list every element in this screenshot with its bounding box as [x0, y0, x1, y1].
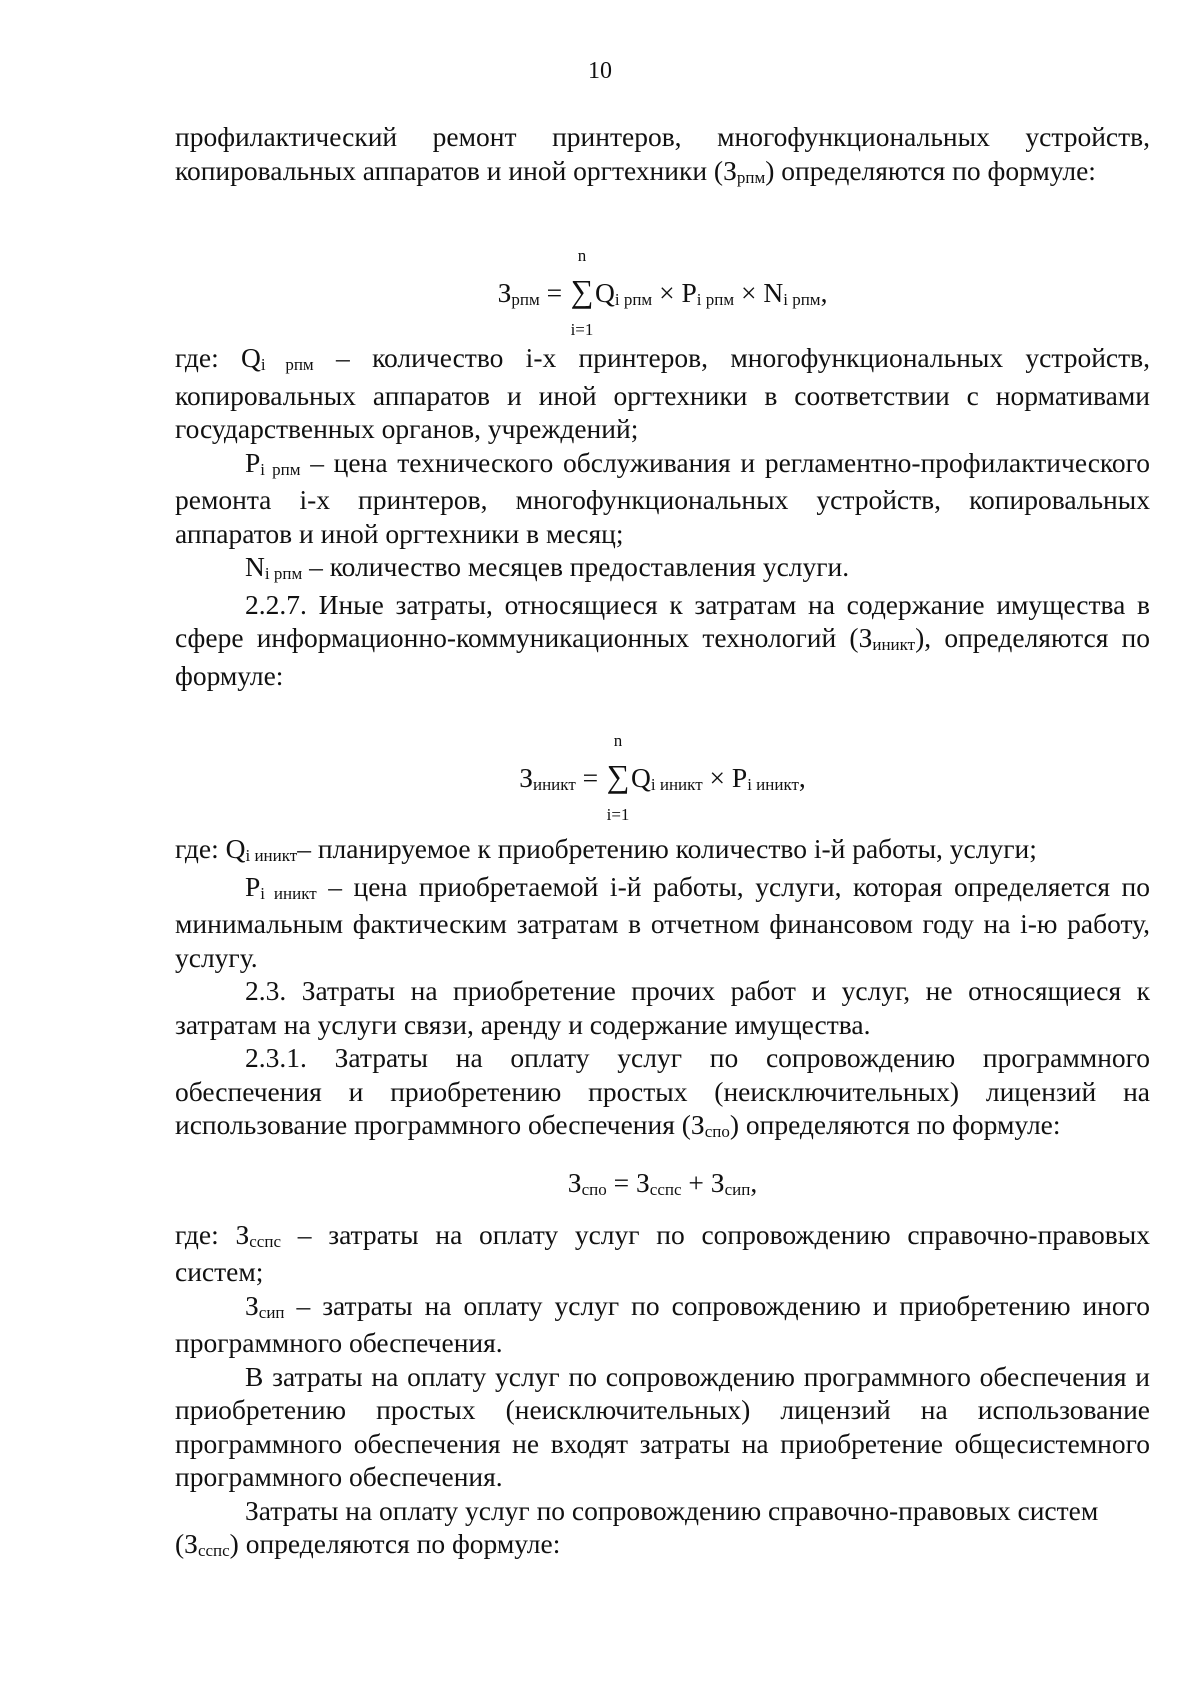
- paragraph-5: 2.2.7. Иные затраты, относящиеся к затратам на содержание имущества в сфере информационно-коммуникационных технологий (Зиникт), определяются по формуле:: [175, 588, 1150, 691]
- document-body: [175, 120, 1150, 1565]
- paragraph-14: (Зсспс) определяются по формуле:: [175, 1528, 561, 1560]
- paragraph-10: где: Зсспс – затраты на оплату услуг по сопровождению справочно-правовых систем;: [175, 1218, 1151, 1287]
- formula-inikt: Зиникт = n ∑ i=1 Qi иникт × Pi иникт,: [519, 731, 806, 824]
- paragraph-1: профилактический ремонт принтеров, многофункциональных устройств, копировальных аппаратов и иной оргтехники (Зрпм) определяются по формуле:: [175, 121, 1150, 187]
- paragraph-8: 2.3. Затраты на приобретение прочих работ и услуг, не относящиеся к затратам на услуги связи, аренду и содержание имущества.: [175, 975, 1150, 1040]
- paragraph-4: Ni рпм – количество месяцев предоставления услуги.: [245, 551, 850, 583]
- page-number: 10: [588, 58, 612, 84]
- paragraph-13: Затраты на оплату услуг по сопровождению справочно-правовых систем: [245, 1494, 1099, 1526]
- formula-rpm: Зрпм = n ∑ i=1 Qi рпм × Pi рпм × Ni рпм,: [497, 246, 828, 339]
- paragraph-3: Pi рпм – цена технического обслуживания и регламентно-профилактического ремонта i-х принтеров, многофункциональных устройств, копировальных аппаратов и иной оргтехники в месяц;: [175, 446, 1150, 549]
- paragraph-6: где: Qi иникт– планируемое к приобретению количество i-й работы, услуги;: [175, 833, 1037, 865]
- paragraph-7: Pi иникт – цена приобретаемой i-й работы, услуги, которая определяется по минимальным фактическим затратам в отчетном финансовом году на i-ю работу, услугу.: [175, 870, 1150, 973]
- paragraph-12: В затраты на оплату услуг по сопровождению программного обеспечения и приобретению простых (неисключительных) лицензий на использование программного обеспечения не входят затраты на приобретение общесистемного программного обеспечения.: [175, 1360, 1150, 1492]
- paragraph-11: Зсип – затраты на оплату услуг по сопровождению и приобретению иного программного обеспечения.: [175, 1289, 1150, 1358]
- formula-spo: Зспо = Зсспс + Зсип,: [567, 1166, 758, 1199]
- paragraph-9: 2.3.1. Затраты на оплату услуг по сопровождению программного обеспечения и приобретению простых (неисключительных) лицензий на использование программного обеспечения (Зспо) определяются по формуле:: [175, 1042, 1150, 1141]
- paragraph-2: где: Qi рпм – количество i-х принтеров, многофункциональных устройств, копировальных аппаратов и иной оргтехники в соответствии с нормативами государственных органов, учреждений;: [175, 342, 1150, 444]
